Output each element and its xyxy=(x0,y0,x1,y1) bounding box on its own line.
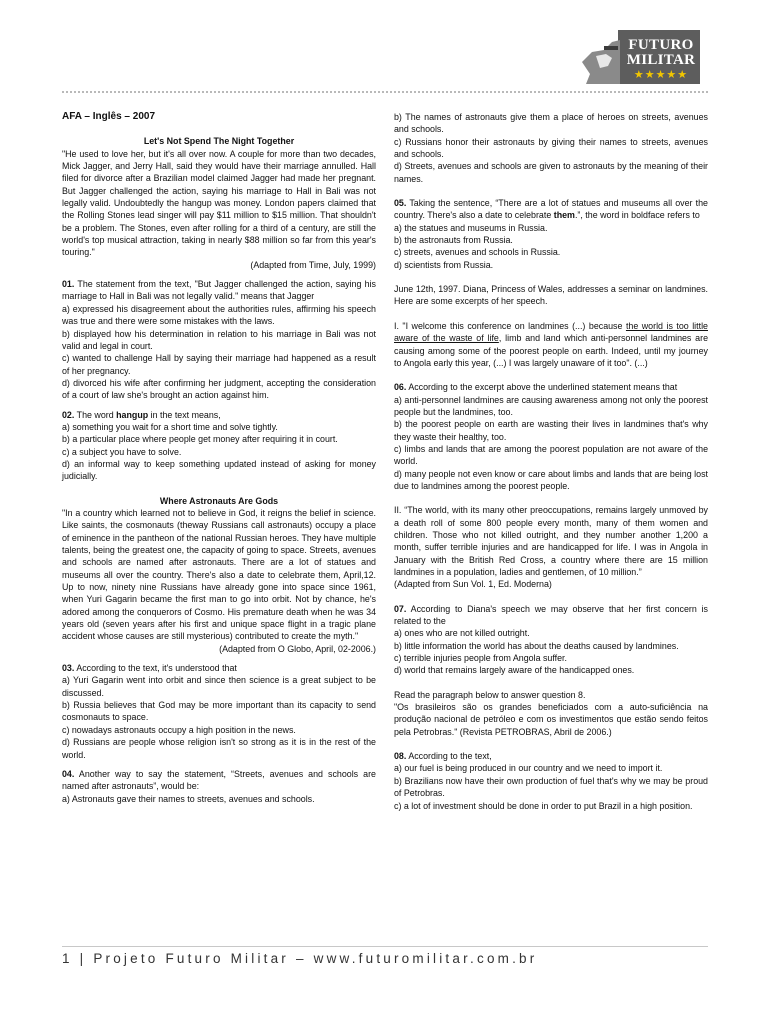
question-stem: Taking the sentence, “There are a lot of statues and museums all over the country. There's also a date to celebrate xyxy=(394,198,708,221)
question-stem: According to the excerpt above the underlined statement means that xyxy=(408,382,678,393)
option-a: a) ones who are not killed outright. xyxy=(394,628,530,639)
excerpt-text-end: , limb and land which anti-personnel landmines are causing among some of the poorest people on earth. Indeed, until my journey to Angola early this year, (...) I was largely unaware of it too". (...) xyxy=(394,333,709,368)
story1-source: (Adapted from Time, July, 1999) xyxy=(250,259,376,270)
option-b: b) little information the world has about the deaths caused by landmines. xyxy=(394,640,679,651)
question-08 xyxy=(394,750,708,812)
option-b: b) a particular place where people get money after requiring it in court. xyxy=(62,434,338,445)
question-stem: According to the text, it's understood that xyxy=(76,663,237,674)
left-column xyxy=(62,111,376,805)
question-number: 07. xyxy=(394,603,407,614)
question-number: 06. xyxy=(394,382,407,393)
option-c: c) limbs and lands that are among the poorest population are not aware of the world. xyxy=(394,443,708,467)
option-b: b) the poorest people on earth are wasting their lives in landmines that's why they waste their healthy, too. xyxy=(394,419,708,442)
question-number: 03. xyxy=(62,663,75,674)
option-d: d) Streets, avenues and schools are given to astronauts by the meaning of their names. xyxy=(394,161,708,184)
question-number: 08. xyxy=(394,751,407,762)
option-d: d) world that remains largely aware of the handicapped ones. xyxy=(394,665,635,676)
page-footer: 1 | Projeto Futuro Militar – www.futuromilitar.com.br xyxy=(62,951,538,966)
option-a: a) something you wait for a short time and solve tightly. xyxy=(62,421,278,432)
option-c: c) a subject you have to solve. xyxy=(62,446,182,457)
option-d: d) many people not even know or care about limbs and lands that are being lost due to landmines among the poorest people. xyxy=(394,468,708,491)
option-d: d) Russians are people whose religion isn't so strong as it is in the rest of the world. xyxy=(62,737,376,760)
story2-body: "In a country which learned not to believe in God, it reigns the belief in science. Like saints, the cosmonauts (theway Russians call astronauts) occupy a place of eminence in the pantheon of the national Russian heroes. They have multiple talents, being the greatest one, the capacity of going to space. Streets, avenues and schools are named after astronauts. There are a lot of statues and museums all over the country. There's also a date to celebrate them, April,12. Up to now, ninety nine Russians have already gone into space since 1961, when Yuri Gagarin became the first man to go into orbit. Not by chance, he's adored among the conquerors of Cosmo. His premature death when he was 34 years old (seven years after his first and unique space flight in a tragic plane accident whose causes are still mysterious) contributed to create the myth." xyxy=(62,507,376,642)
diana-source: (Adapted from Sun Vol. 1, Ed. Moderna) xyxy=(394,579,552,590)
excerpt-text: I. "I welcome this conference on landmines (...) because xyxy=(394,320,626,331)
option-a: a) Astronauts gave their names to streets, avenues and schools. xyxy=(62,793,315,804)
keyword-them: them xyxy=(553,210,575,221)
question-06 xyxy=(394,381,708,492)
option-c: c) nowadays astronauts occupy a high position in the news. xyxy=(62,724,296,735)
question-stem-end: .”, the word in boldface refers to xyxy=(574,210,700,221)
underlined-statement: the world is too little aware of the waste of life xyxy=(394,320,708,344)
futuro-militar-logo xyxy=(578,28,700,86)
question-stem: Another way to say the statement, “Streets, avenues and schools are named after astronauts”, would be: xyxy=(62,768,376,792)
diana-intro: June 12th, 1997. Diana, Princess of Wales, addresses a seminar on landmines. Here are some excerpts of her speech. xyxy=(394,284,708,307)
option-c: c) streets, avenues and schools in Russia. xyxy=(394,247,561,258)
option-a: a) expressed his disagreement about the authorities rules, affirming his speech was true and there were some mistakes with the laws. xyxy=(62,303,376,327)
header-divider xyxy=(62,91,708,93)
question-stem: The word xyxy=(76,409,117,420)
petrobras-quote: "Os brasileiros são os grandes beneficiados com a auto-suficiência na produção nacional de petróleo e com os investimentos que estão sendo feitos pela Petrobras." (Revista PETROBRAS, Abril de 2006.) xyxy=(394,702,708,737)
option-a: a) our fuel is being produced in our country and we need to import it. xyxy=(394,763,663,774)
story2-title: Where Astronauts Are Gods xyxy=(159,495,279,506)
option-d: d) scientists from Russia. xyxy=(394,259,494,270)
question-05 xyxy=(394,197,708,271)
option-b: b) Brazilians now have their own production of fuel that's why we may be proud of Petrobras. xyxy=(394,775,708,799)
question-02 xyxy=(62,409,376,483)
question-stem-end: in the text means, xyxy=(148,409,221,420)
question-number: 01. xyxy=(62,279,75,290)
diana-excerpt-2: II. “The world, with its many other preoccupations, remains largely unmoved by a death roll of some 800 people every month, many of them women and children. Those who not killed outright, and they number another 1,200 a month, suffer terrible injuries and are handicapped for life. I was in Angola in January with the British Red Cross, a country where there are 15 million landmines in a population, ladies and gentlemen, of 10 million.” xyxy=(394,505,708,577)
logo-text-militar: MILITAR xyxy=(626,52,696,68)
option-b: b) the astronauts from Russia. xyxy=(394,235,513,246)
keyword-hangup: hangup xyxy=(116,409,149,420)
question-04-cont xyxy=(394,111,708,185)
question-stem: According to the text, xyxy=(408,751,492,762)
option-b: b) displayed how his determination in relation to his marriage in Bali was not valid and legal in court. xyxy=(62,328,376,351)
question-03 xyxy=(62,662,376,761)
option-d: d) divorced his wife after confirming her judgment, accepting the consideration of a court of law she's brought an action against him. xyxy=(62,377,376,401)
option-c: c) wanted to challenge Hall by saying their marriage had happened as a result of her pregnancy. xyxy=(62,353,376,376)
option-d: d) an informal way to keep something updated instead of asking for money judicially. xyxy=(62,458,376,482)
question-number: 04. xyxy=(62,768,75,779)
option-a: a) Yuri Gagarin went into orbit and since then science is a great subject to be discussed. xyxy=(62,675,376,698)
footer-divider xyxy=(62,946,708,947)
option-a: a) anti-personnel landmines are causing awareness among not only the poorest people but the landmines, too. xyxy=(394,394,708,417)
question-stem: The statement from the text, "But Jagger challenged the action, saying his marriage to Hall in Bali was not legally valid." means that Jagger xyxy=(62,279,376,302)
question-number: 02. xyxy=(62,409,75,420)
option-c: c) Russians honor their astronauts by giving their names to streets, avenues and schools. xyxy=(394,136,708,160)
question-number: 05. xyxy=(394,198,407,209)
story1-title: Let's Not Spend The Night Together xyxy=(143,136,295,147)
option-b: b) Russia believes that God may be more important than its capacity to send cosmonauts to space. xyxy=(62,700,376,723)
right-column xyxy=(394,111,708,812)
option-c: c) terrible injuries people from Angola suffer. xyxy=(394,653,567,664)
diana-excerpt-1 xyxy=(394,320,708,369)
exam-heading: AFA – Inglês – 2007 xyxy=(62,111,156,122)
story1-body: "He used to love her, but it's all over now. A couple for more than two decades, Mick Jagger, and Jerry Hall, said they would have their marriage annulled. Hall filed for divorce after a Brazilian model claimed Jagger had made her pregnant. But Jagger challenged the action, saying his marriage to Hall in Bali was not legally valid. Undoubtedly the hangup was money. London papers claimed that the Rolling Stones lead singer will pay $11 million to $15 million. That shouldn't be a problem. The Stones, even after rolling for a third of a century, are still the world's top musical attraction, taking in nearly $88 million so far from this year's touring." xyxy=(62,148,376,258)
option-a: a) the statues and museums in Russia. xyxy=(394,222,548,233)
logo-stars-icon: ★★★★★ xyxy=(633,69,689,81)
question-04-start xyxy=(62,768,376,805)
q08-lead: Read the paragraph below to answer question 8. xyxy=(394,689,586,700)
logo-text-futuro: FUTURO xyxy=(628,37,694,53)
question-07 xyxy=(394,603,708,677)
option-c: c) a lot of investment should be done in order to put Brazil in a high position. xyxy=(394,800,693,811)
question-01 xyxy=(62,278,376,401)
story2-source: (Adapted from O Globo, April, 02-2006.) xyxy=(219,643,376,654)
option-b: b) The names of astronauts give them a place of heroes on streets, avenues and schools. xyxy=(394,112,708,135)
question-stem: According to Diana's speech we may observe that her first concern is related to the xyxy=(394,603,708,627)
